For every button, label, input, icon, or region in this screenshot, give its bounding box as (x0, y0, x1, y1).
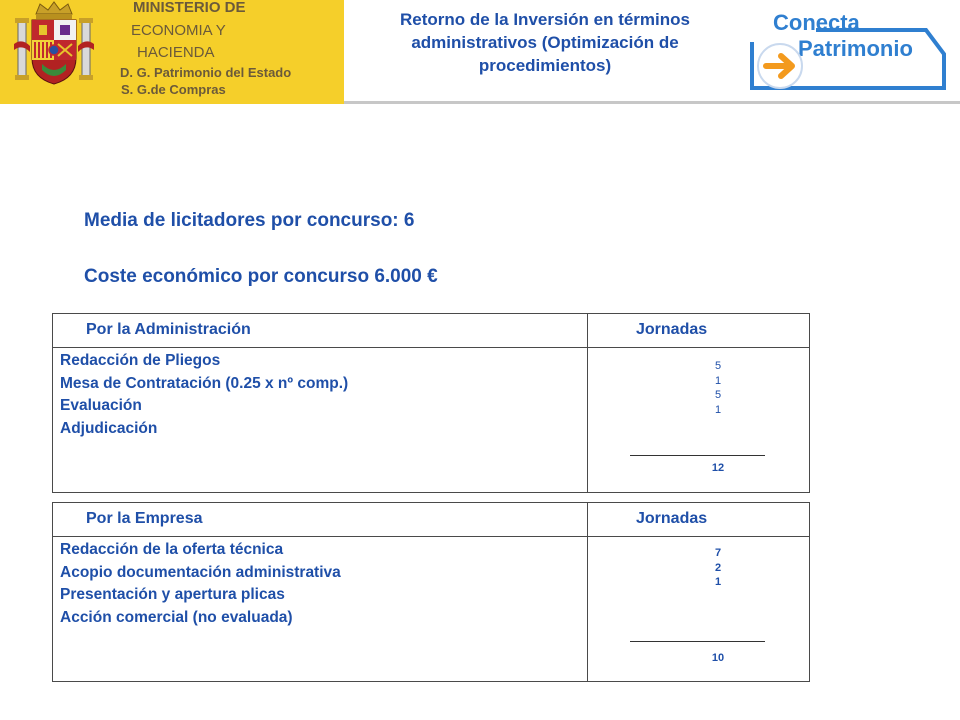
company-table-header (53, 503, 809, 537)
company-days-values (708, 546, 728, 590)
company-days-total: 10 (711, 652, 725, 664)
conecta-patrimonio-logo (748, 8, 952, 92)
ministry-name-line2: ECONOMIA Y (131, 22, 226, 39)
day-value: 2 (714, 561, 722, 574)
sum-line (630, 455, 765, 456)
company-task-list (60, 539, 341, 629)
logo-word-conecta: Conecta (773, 10, 860, 35)
day-value: 5 (714, 360, 722, 372)
ministry-name-line1: MINISTERIO DE (133, 0, 246, 16)
admin-table-header (53, 314, 809, 348)
ministry-banner (0, 0, 344, 104)
list-item: Adjudicación (60, 419, 158, 437)
column-separator (587, 537, 588, 681)
list-item: Presentación y apertura plicas (60, 586, 285, 603)
column-separator (587, 503, 588, 536)
admin-header-days: Jornadas (636, 321, 708, 338)
admin-table (52, 313, 810, 493)
subdirectorate-label: S. G.de Compras (121, 82, 226, 97)
list-item: Acopio documentación administrativa (60, 563, 341, 581)
sum-line (630, 641, 765, 642)
company-header-label: Por la Empresa (86, 510, 203, 527)
admin-table-body (53, 348, 809, 492)
list-item: Evaluación (60, 397, 142, 414)
header-divider (344, 101, 960, 104)
column-separator (587, 314, 588, 347)
bidders-average: Media de licitadores por concurso: 6 (84, 210, 415, 231)
spain-coat-of-arms-icon (12, 0, 96, 88)
arrow-right-icon (758, 44, 802, 88)
list-item: Acción comercial (no evaluada) (60, 608, 293, 626)
admin-days-values (708, 359, 728, 417)
slide-title: Retorno de la Inversión en términos administrativos (Optimización de procedimientos) (399, 10, 690, 75)
day-value: 1 (714, 403, 722, 416)
day-value: 5 (714, 389, 722, 401)
logo-word-patrimonio: Patrimonio (798, 36, 913, 61)
list-item: Redacción de la oferta técnica (60, 541, 284, 558)
cost-per-tender: Coste económico por concurso 6.000 € (84, 266, 438, 287)
list-item: Mesa de Contratación (0.25 x nº comp.) (60, 374, 349, 392)
admin-days-total: 12 (711, 462, 725, 474)
directorate-label: D. G. Patrimonio del Estado (120, 65, 292, 80)
column-separator (587, 348, 588, 492)
company-table-body (53, 537, 809, 681)
day-value: 1 (714, 374, 722, 387)
list-item: Redacción de Pliegos (60, 352, 221, 369)
day-value: 7 (714, 547, 722, 559)
admin-task-list (60, 350, 348, 440)
company-table (52, 502, 810, 682)
day-value: 1 (714, 576, 722, 588)
company-header-days: Jornadas (636, 510, 708, 527)
admin-header-label: Por la Administración (86, 321, 251, 338)
ministry-name-line3: HACIENDA (137, 44, 215, 61)
